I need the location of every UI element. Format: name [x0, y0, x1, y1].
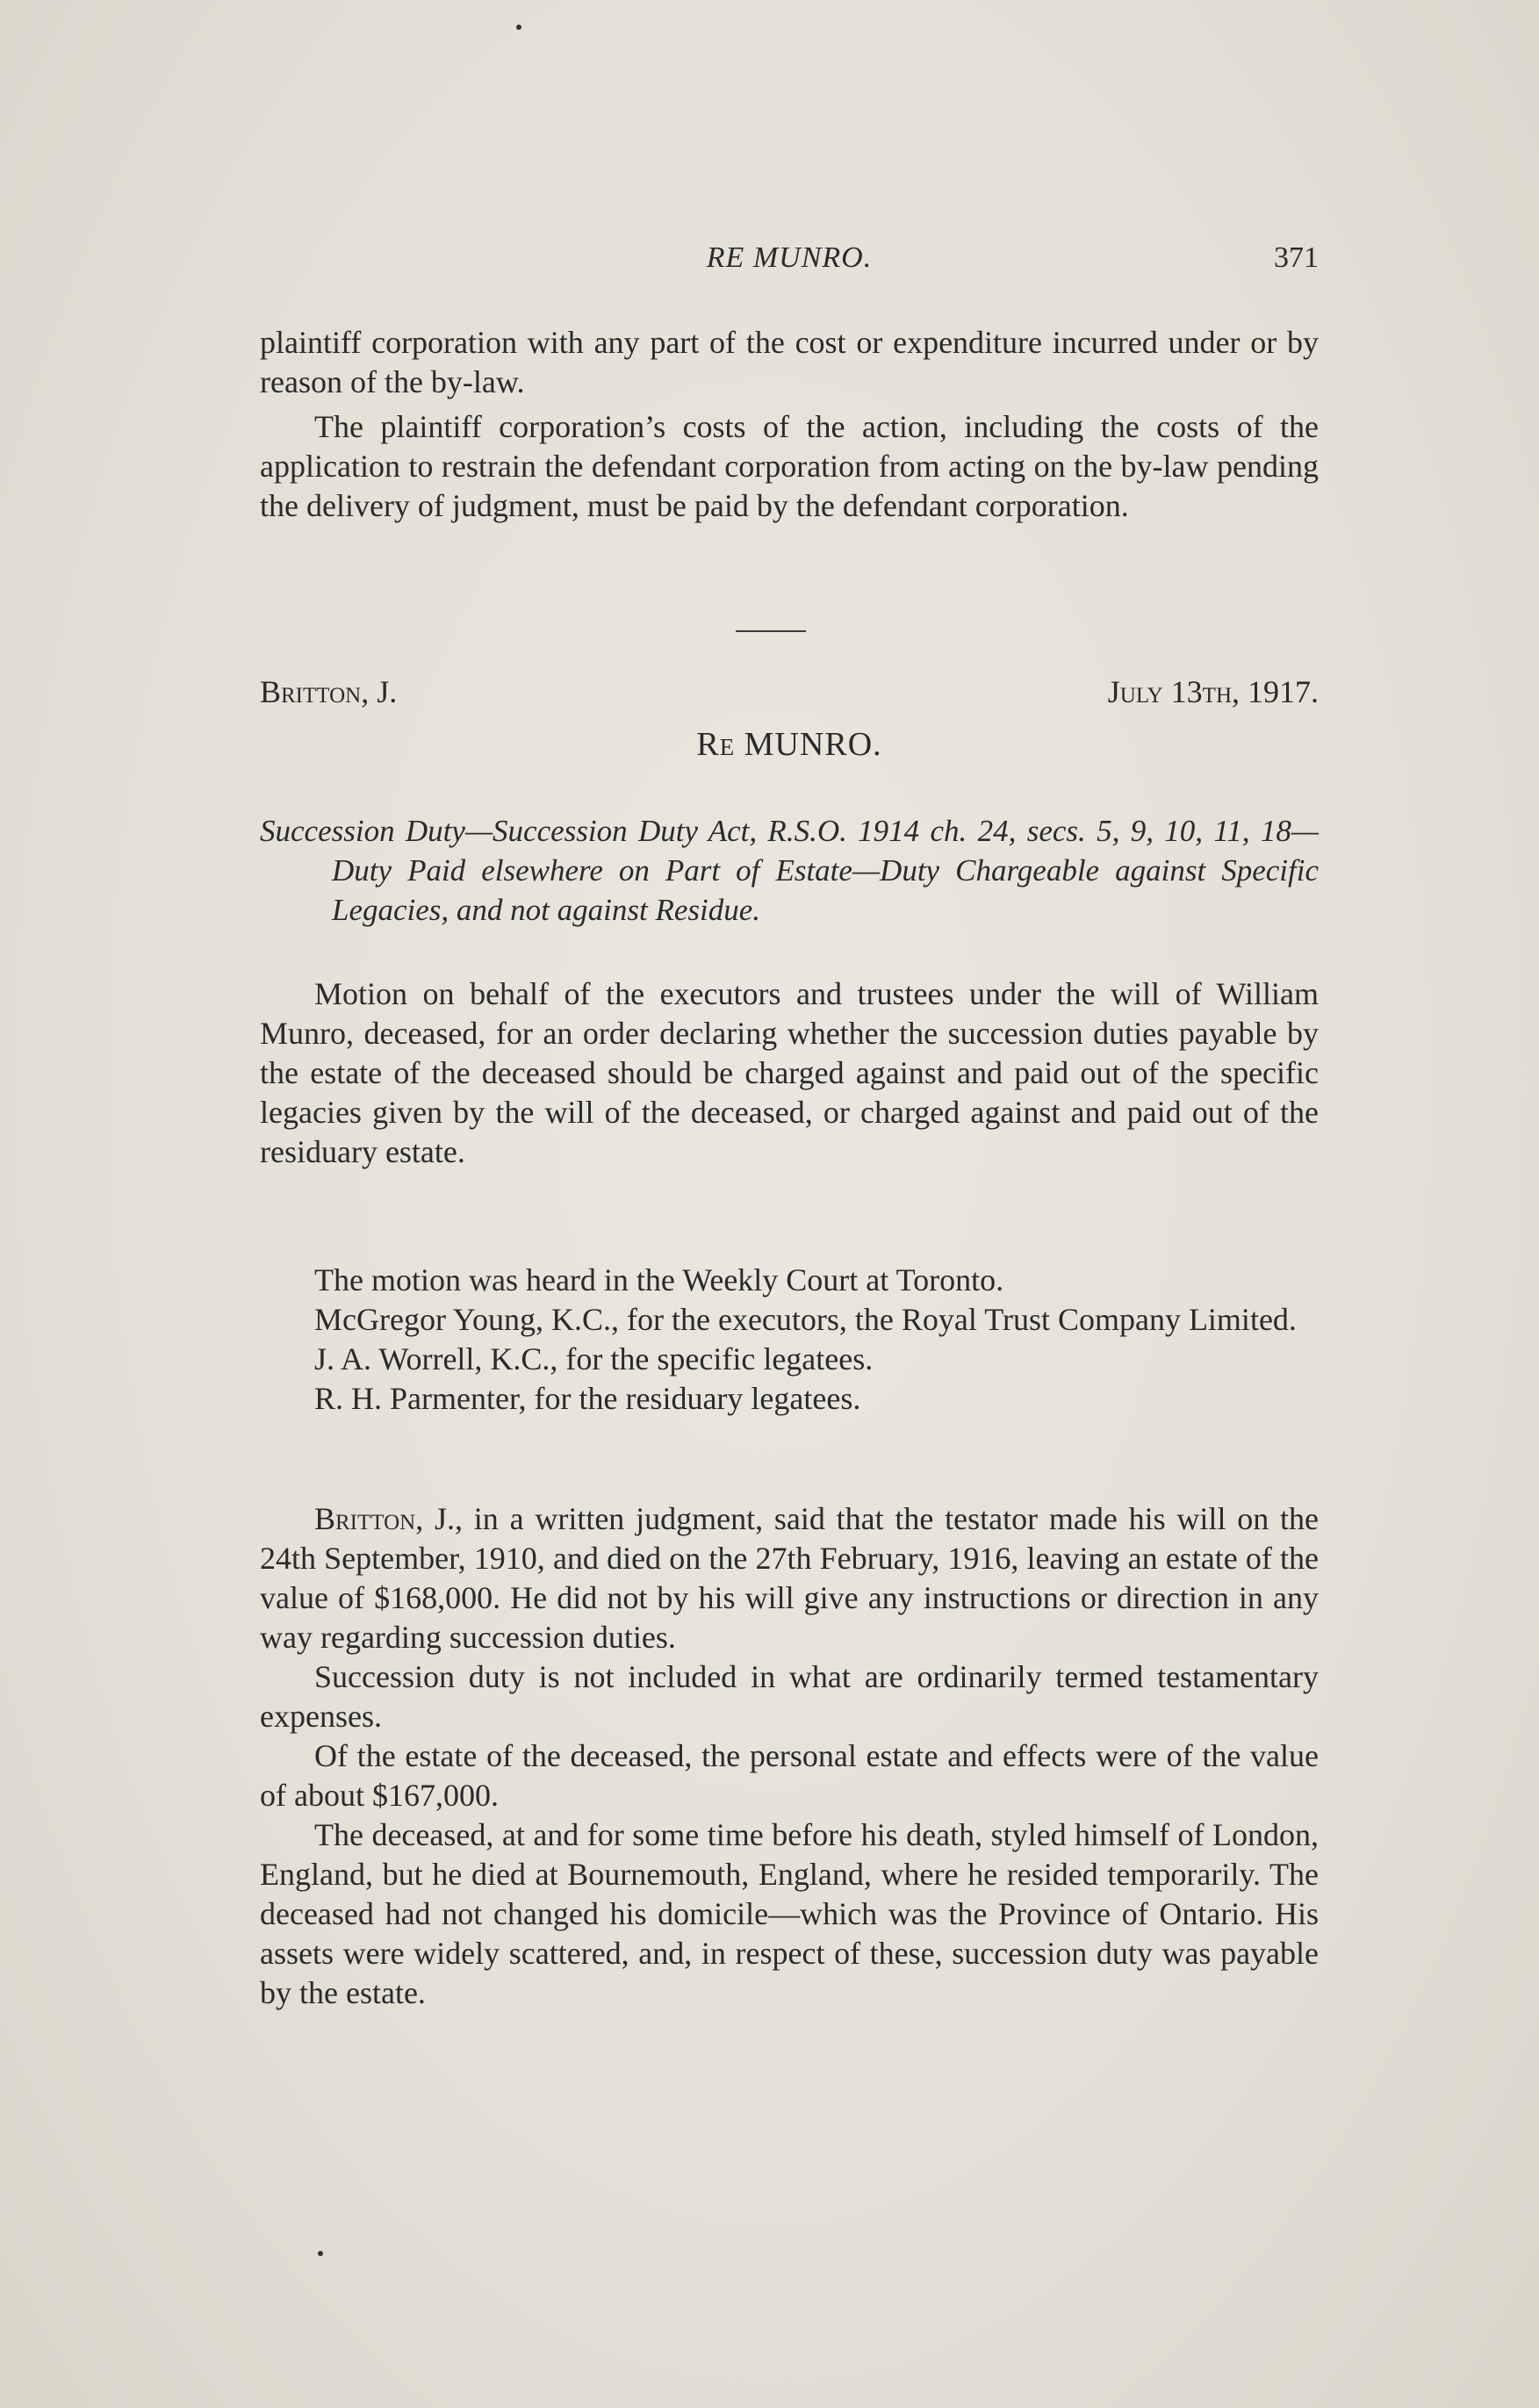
paragraph-personal-estate: Of the estate of the deceased, the personal estate and effects were of the value of about $167,000. [260, 1738, 1319, 1813]
paragraph-motion: Motion on behalf of the executors and trustees under the will of William Munro, deceased, for an order declaring whether the succession duties payable by the estate of the deceased should be charged against and paid out of the specific legacies given by the will of the deceased, or charged against and paid out of the residuary estate. [260, 976, 1319, 1169]
section-divider [736, 630, 806, 632]
paragraph-succession-duty: Succession duty is not included in what are ordinarily termed testamentary expenses. [260, 1659, 1319, 1734]
running-title: RE MUNRO. [706, 241, 873, 274]
paragraph-costs: The plaintiff corporation’s costs of the action, including the costs of the application to restrain the defendant corporation from acting on the by-law pending the delivery of judgment, must be paid by the defendant corporation. [260, 409, 1319, 523]
paragraph-counsel-residuary: R. H. Parmenter, for the residuary legatees. [314, 1381, 861, 1416]
paragraph-counsel-executors: McGregor Young, K.C., for the executors, the Royal Trust Company Limited. [314, 1302, 1297, 1337]
page-number: 371 [1274, 241, 1319, 274]
headnote-text: Succession Duty—Succession Duty Act, R.S.O. 1914 ch. 24, secs. 5, 9, 10, 11, 18—Duty Paid elsewhere on Part of Estate—Duty Chargeable against Specific Legacies, and not against Residue. [260, 814, 1319, 927]
judgment-judge-name: Britton [314, 1501, 416, 1536]
opening-text [260, 323, 1319, 526]
paragraph-judgment [260, 1499, 1319, 1657]
hearing-text [260, 1261, 1319, 1419]
paragraph-counsel-specific: J. A. Worrell, K.C., for the specific legatees. [314, 1341, 874, 1377]
paragraph-heard: The motion was heard in the Weekly Court at Toronto. [314, 1262, 1004, 1297]
paragraph-domicile: The deceased, at and for some time before his death, styled himself of London, England, but he died at Bournemouth, England, where he resided temporarily. The deceased had not changed his domicile—which was the Province of Ontario. His assets were widely scattered, and, in respect of these, succession duty was payable by the estate. [260, 1817, 1319, 2010]
headnote [260, 811, 1319, 930]
case-title: Re MUNRO. [696, 726, 882, 763]
motion-text [260, 974, 1319, 1172]
judgment-body: , J., in a written judgment, said that the testator made his will on the 24th September, 1910, and died on the 27th February, 1916, leaving an estate of the value of $168,000. He did not by his will give any instructions or direction in any way regarding succession duties. [260, 1501, 1319, 1655]
print-dot [516, 25, 521, 30]
judgment-text [260, 1499, 1319, 2013]
page-header [260, 241, 1319, 285]
judge-name: Britton, J. [260, 674, 398, 709]
case-byline [260, 673, 1319, 714]
judgment-date: July 13th, 1917. [1107, 674, 1319, 709]
print-dot [318, 2251, 323, 2256]
paragraph-continuation: plaintiff corporation with any part of the cost or expenditure incurred under or by reason of the by-law. [260, 325, 1319, 399]
